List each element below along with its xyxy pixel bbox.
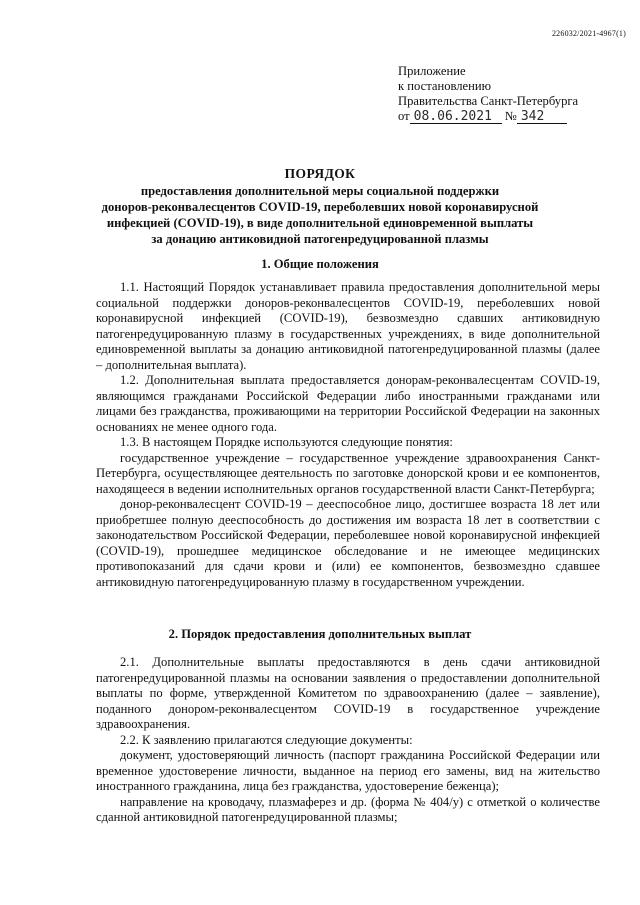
subtitle-line: за донацию антиковидной патогенредуцированной плазмы (151, 232, 489, 246)
resolution-number: 342 (517, 110, 567, 124)
section-1-body (96, 280, 600, 590)
paragraph: направление на кроводачу, плазмаферез и др. (форма № 404/у) с отметкой о количестве сданной антиковидной патогенредуцированной плазмы; (96, 794, 600, 824)
document-title: ПОРЯДОК (284, 166, 356, 181)
paragraph: донор-реконвалесцент COVID-19 – дееспособное лицо, достигшее возраста 18 лет или приобретшее полную дееспособность до достижения им возраста 18 лет в соответствии с законодательством Российской Федерации, переболевшее новой коронавирусной инфекцией (COVID-19), прошедшее медицинское обследование и не имеющее медицинских противопоказаний для сдачи крови и (или) ее компонентов, безвозмездно сдавшее антиковидную патогенредуцированную плазму в государственном учреждении. (96, 497, 600, 589)
subtitle-line: доноров-реконвалесцентов COVID-19, переболевших новой коронавирусной (101, 200, 539, 214)
resolution-date: 08.06.2021 (410, 110, 502, 124)
paragraph: государственное учреждение – государственное учреждение здравоохранения Санкт-Петербурга, осуществляющее деятельность по заготовке донорской крови и ее компонентов, находящееся в ведении исполнительных органов государственной власти Санкт-Петербурга; (96, 450, 600, 496)
document-subtitle (0, 183, 640, 247)
appendix-block (398, 64, 578, 124)
appendix-date-line (398, 109, 578, 124)
paragraph: 2.1. Дополнительные выплаты предоставляются в день сдачи антиковидной патогенредуцированной плазмы на основании заявления о предоставлении дополнительной выплаты по форме, утвержденной Комитетом по здравоохранению (далее – заявление), поданного донором-реконвалесцентом COVID-19 в государственное учреждение здравоохранения. (96, 655, 600, 731)
appendix-line: Приложение (398, 64, 466, 78)
section-2-heading: 2. Порядок предоставления дополнительных выплат (168, 627, 472, 641)
document-number: 226032/2021-4967(1) (551, 29, 626, 38)
section-1-heading: 1. Общие положения (261, 257, 379, 271)
subtitle-line: инфекцией (COVID-19), в виде дополнительной единовременной выплаты (106, 216, 534, 230)
paragraph: 2.2. К заявлению прилагаются следующие документы: (120, 732, 413, 747)
appendix-line: Правительства Санкт-Петербурга (398, 94, 579, 108)
number-prefix: № (504, 109, 517, 123)
subtitle-line: предоставления дополнительной меры социальной поддержки (140, 184, 500, 198)
paragraph: 1.2. Дополнительная выплата предоставляется донорам-реконвалесцентам COVID-19, являющимся гражданами Российской Федерации либо иностранными гражданами или лицами без гражданства, проживающими на территории Российской Федерации на законных основаниях не менее одного года. (96, 373, 600, 434)
appendix-line: к постановлению (398, 79, 492, 93)
section-2-body (96, 655, 600, 826)
paragraph: документ, удостоверяющий личность (паспорт гражданина Российской Федерации или временное удостоверение личности, выданное на период его замены, вид на жительство иностранного гражданина, лица без гражданства, удостоверение беженца); (96, 748, 600, 793)
paragraph: 1.3. В настоящем Порядке используются следующие понятия: (120, 435, 453, 449)
from-prefix: от (398, 109, 410, 123)
paragraph: 1.1. Настоящий Порядок устанавливает правила предоставления дополнительной меры социальной поддержки доноров-реконвалесцентов COVID-19, переболевших новой коронавирусной инфекцией (COVID-19), безвозмездно сдавших антиковидную патогенредуцированную плазму в государственных учреждениях, в виде дополнительной единовременной выплаты за донацию антиковидной патогенредуцированной плазмы (далее – дополнительная выплата). (96, 280, 600, 372)
